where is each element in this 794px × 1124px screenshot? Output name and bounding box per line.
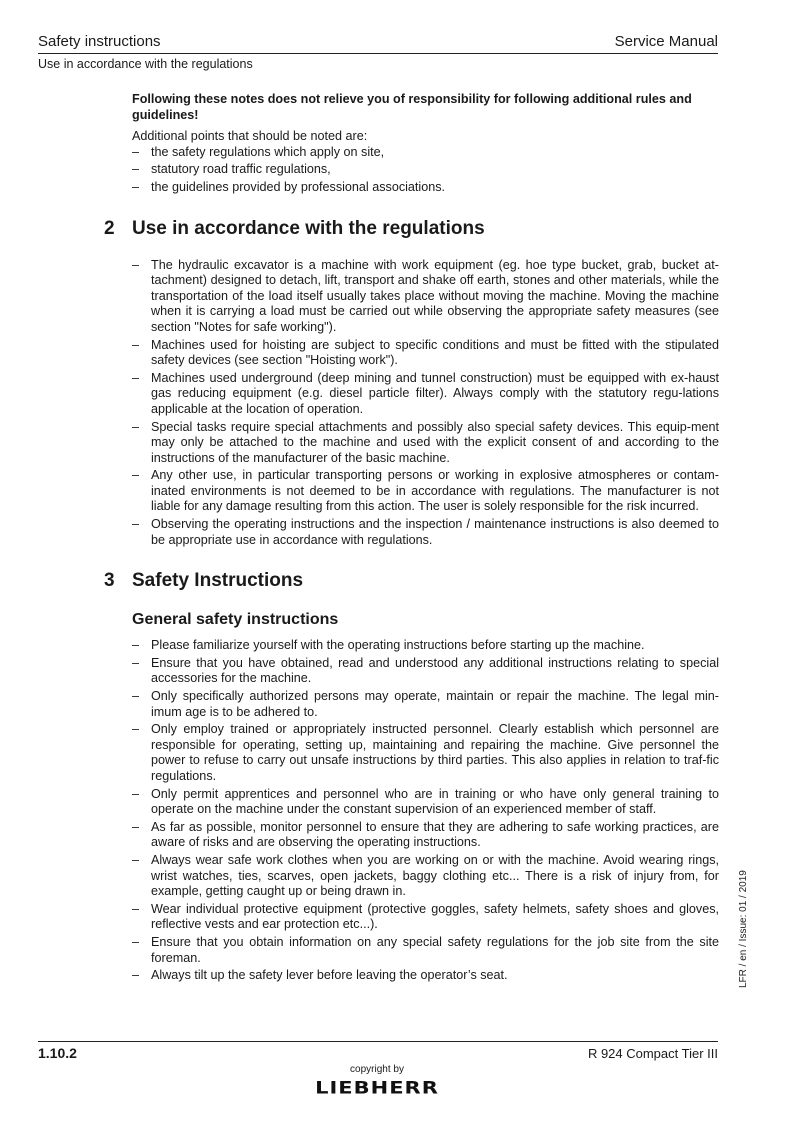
- header-divider: [38, 53, 718, 54]
- page-content: [104, 92, 719, 986]
- list-item: – Observing the operating instructions and the inspection / maintenance instructions is also deemed to be appropriate use in accordance with regulations.: [132, 517, 719, 548]
- list-item: – Only employ trained or appropriately instructed personnel. Clearly establish which personnel are responsible for operating, setting up, maintaining and repairing the machine. Give personnel the power to refuse to carry out unsafe instructions by third parties. This also applies in relation to traf-fic regulations.: [132, 722, 719, 784]
- list-item: – Ensure that you have obtained, read and understood any additional instructions relating to special accessories for the machine.: [132, 656, 719, 687]
- list-item: – the guidelines provided by professional associations.: [132, 180, 719, 196]
- page-number: 1.10.2: [38, 1045, 77, 1061]
- list-item: – As far as possible, monitor personnel to ensure that they are adhering to safe working practices, are aware of risks and are observing the operating instructions.: [132, 820, 719, 851]
- list-item: – Machines used for hoisting are subject to specific conditions and must be fitted with the stipulated safety devices (see section "Hoisting work").: [132, 338, 719, 369]
- brand-logo: LIEBHERR: [315, 1078, 439, 1098]
- list-item: – The hydraulic excavator is a machine with work equipment (eg. hoe type bucket, grab, bucket at-tachment) designed to detach, lift, transport and shake off earth, stones and other materials, while the transportation of the load itself usually takes place without moving the machine. Moving the machine when it is carrying a load must be carried out while observing the appropriate safety measures (see section "Notes for safe working").: [132, 258, 719, 336]
- intro-lead: Additional points that should be noted are:: [132, 129, 368, 144]
- list-item: – Any other use, in particular transporting persons or working in explosive atmospheres or contam-inated environments is not deemed to be in accordance with regulations. The manufacturer is not liable for any damage resulting from this action. The user is solely responsible for the risk incurred.: [132, 468, 719, 515]
- general-safety-subheading: General safety instructions: [132, 611, 339, 629]
- section-3-list: [132, 638, 719, 983]
- header-section-title: Safety instructions: [38, 33, 161, 50]
- section-2-title: Use in accordance with the regulations: [132, 217, 485, 239]
- list-item: – Special tasks require special attachments and possibly also special safety devices. This equip-ment may only be attached to the machine and used with the explicit consent of and according to the instructions of the manufacturer of the basic machine.: [132, 420, 719, 467]
- footer-divider: [38, 1041, 718, 1042]
- list-item: – Ensure that you obtain information on any special safety regulations for the job site from the site foreman.: [132, 935, 719, 966]
- header-manual-type: Service Manual: [614, 33, 718, 50]
- section-2-heading: [104, 217, 719, 240]
- list-item: – Machines used underground (deep mining and tunnel construction) must be equipped with ex-haust gas reducing equipment (e.g. diesel particle filter). Always comply with the statutory regu-lations applicable at the location of operation.: [132, 371, 719, 418]
- list-item: – Always tilt up the safety lever before leaving the operator’s seat.: [132, 968, 719, 984]
- section-3-heading: [104, 570, 719, 592]
- responsibility-note: Following these notes does not relieve you of responsibility for following additional rules and guidelines!: [132, 92, 692, 122]
- list-item: – Only specifically authorized persons may operate, maintain or repair the machine. The legal min-imum age is to be adhered to.: [132, 689, 719, 720]
- list-item: – the safety regulations which apply on site,: [132, 145, 719, 161]
- section-3-number: 3: [104, 570, 115, 592]
- list-item: – Please familiarize yourself with the operating instructions before starting up the machine.: [132, 638, 719, 654]
- list-item: – Only permit apprentices and personnel who are in training or who have only general training to operate on the machine under the constant supervision of an experienced member of staff.: [132, 787, 719, 818]
- list-item: – Always wear safe work clothes when you are working on or with the machine. Avoid wearing rings, wrist watches, ties, scarves, open jackets, baggy clothing etc... There is a risk of injury from, for example, getting caught up or being drawn in.: [132, 853, 719, 900]
- list-item: – Wear individual protective equipment (protective goggles, safety helmets, safety shoes and gloves, reflective vests and ear protection etc...).: [132, 902, 719, 933]
- list-item: – statutory road traffic regulations,: [132, 162, 719, 178]
- copyright-text: copyright by: [350, 1064, 404, 1075]
- issue-side-note: LFR / en / Issue: 01 / 2019: [738, 870, 749, 988]
- section-2-number: 2: [104, 217, 115, 239]
- section-3-title: Safety Instructions: [132, 570, 304, 592]
- intro-list: [132, 145, 719, 196]
- header-subheading: Use in accordance with the regulations: [38, 57, 253, 71]
- section-2-list: [132, 258, 719, 549]
- machine-model: R 924 Compact Tier III: [587, 1046, 718, 1061]
